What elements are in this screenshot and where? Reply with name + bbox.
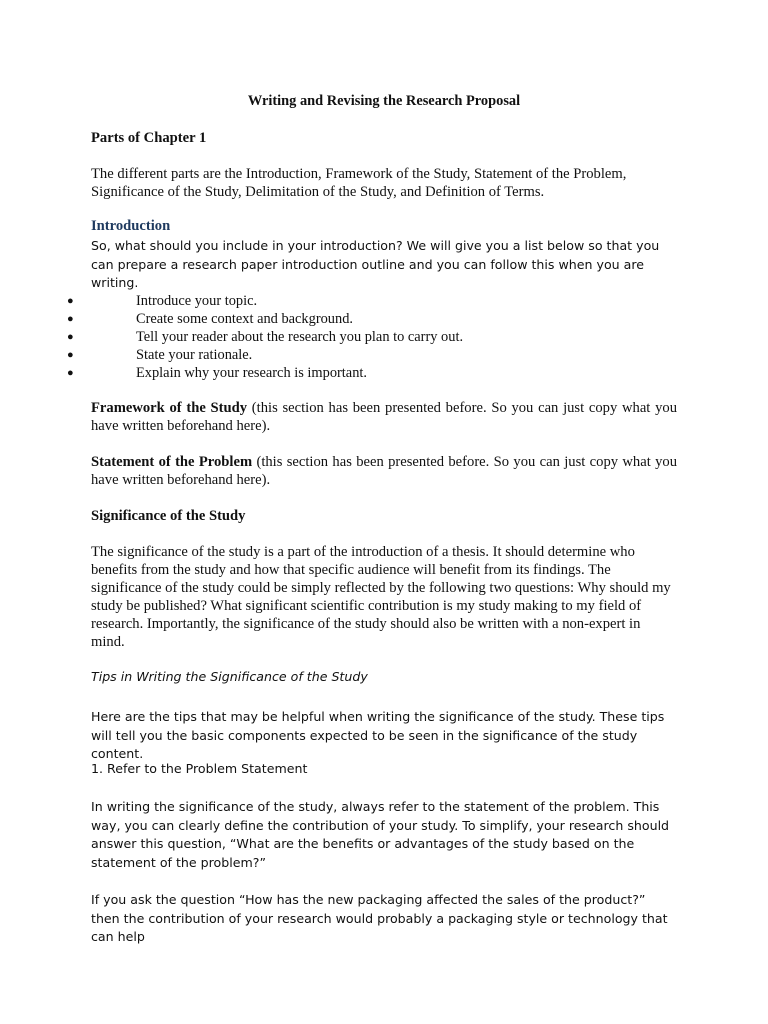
significance-heading: Significance of the Study bbox=[91, 508, 246, 524]
framework-label: Framework of the Study bbox=[91, 400, 248, 416]
bullet-icon: ● bbox=[67, 295, 74, 307]
bullet-text: Introduce your topic. bbox=[136, 293, 258, 309]
list-item bbox=[60, 310, 680, 328]
document-title: Writing and Revising the Research Proposal bbox=[247, 93, 521, 109]
tip1-heading: 1. Refer to the Problem Statement bbox=[91, 761, 308, 776]
tips-heading: Tips in Writing the Significance of the Study bbox=[91, 669, 368, 684]
tips-paragraph: Here are the tips that may be helpful when writing the significance of the study. These tips will tell you the basic components expected to be seen in the significance of the study content. bbox=[91, 709, 665, 761]
bullet-icon: ● bbox=[67, 349, 74, 361]
bullet-icon: ● bbox=[67, 313, 74, 325]
parts-paragraph: The different parts are the Introduction, Framework of the Study, Statement of the Problem, Significance of the Study, Delimitation of the Study, and Definition of Terms. bbox=[91, 166, 627, 200]
bullet-icon: ● bbox=[67, 331, 74, 343]
parts-heading: Parts of Chapter 1 bbox=[91, 130, 207, 146]
tip1-paragraph: In writing the significance of the study, always refer to the statement of the problem. This way, you can clearly define the contribution of your study. To simplify, your research should answer this question, “What are the benefits or advantages of the study based on the statement of the problem?” bbox=[91, 799, 670, 870]
list-item bbox=[60, 346, 680, 364]
list-item bbox=[60, 328, 680, 346]
statement-text: (this section has been presented before. So you can just copy what you have written beforehand here). bbox=[91, 454, 677, 488]
bullet-icon: ● bbox=[67, 367, 74, 379]
introduction-paragraph: So, what should you include in your introduction? We will give you a list below so that you can prepare a research paper introduction outline and you can follow this when you are writing. bbox=[91, 238, 660, 290]
introduction-heading: Introduction bbox=[91, 218, 171, 234]
bullet-text: Explain why your research is important. bbox=[136, 365, 367, 381]
bullet-text: Create some context and background. bbox=[136, 311, 353, 327]
introduction-bullet-list bbox=[60, 292, 680, 382]
bullet-text: State your rationale. bbox=[136, 347, 253, 363]
statement-paragraph bbox=[91, 453, 677, 489]
list-item bbox=[60, 292, 680, 310]
statement-label: Statement of the Problem bbox=[91, 454, 253, 470]
framework-paragraph bbox=[91, 399, 677, 435]
significance-paragraph: The significance of the study is a part of the introduction of a thesis. It should determine who benefits from the study and how that specific audience will benefit from its findings. The significance of the study could be simply reflected by the following two questions: Why should my study be published? What significant scientific contribution is my study making to my field of research. Importantly, the significance of the study should also be written with a non-expert in mind. bbox=[91, 544, 671, 650]
bullet-text: Tell your reader about the research you plan to carry out. bbox=[136, 329, 464, 345]
example-paragraph: If you ask the question “How has the new packaging affected the sales of the product?” then the contribution of your research would probably a packaging style or technology that can help bbox=[91, 892, 668, 944]
framework-text: (this section has been presented before. So you can just copy what you have written beforehand here). bbox=[91, 400, 677, 434]
list-item bbox=[60, 364, 680, 382]
